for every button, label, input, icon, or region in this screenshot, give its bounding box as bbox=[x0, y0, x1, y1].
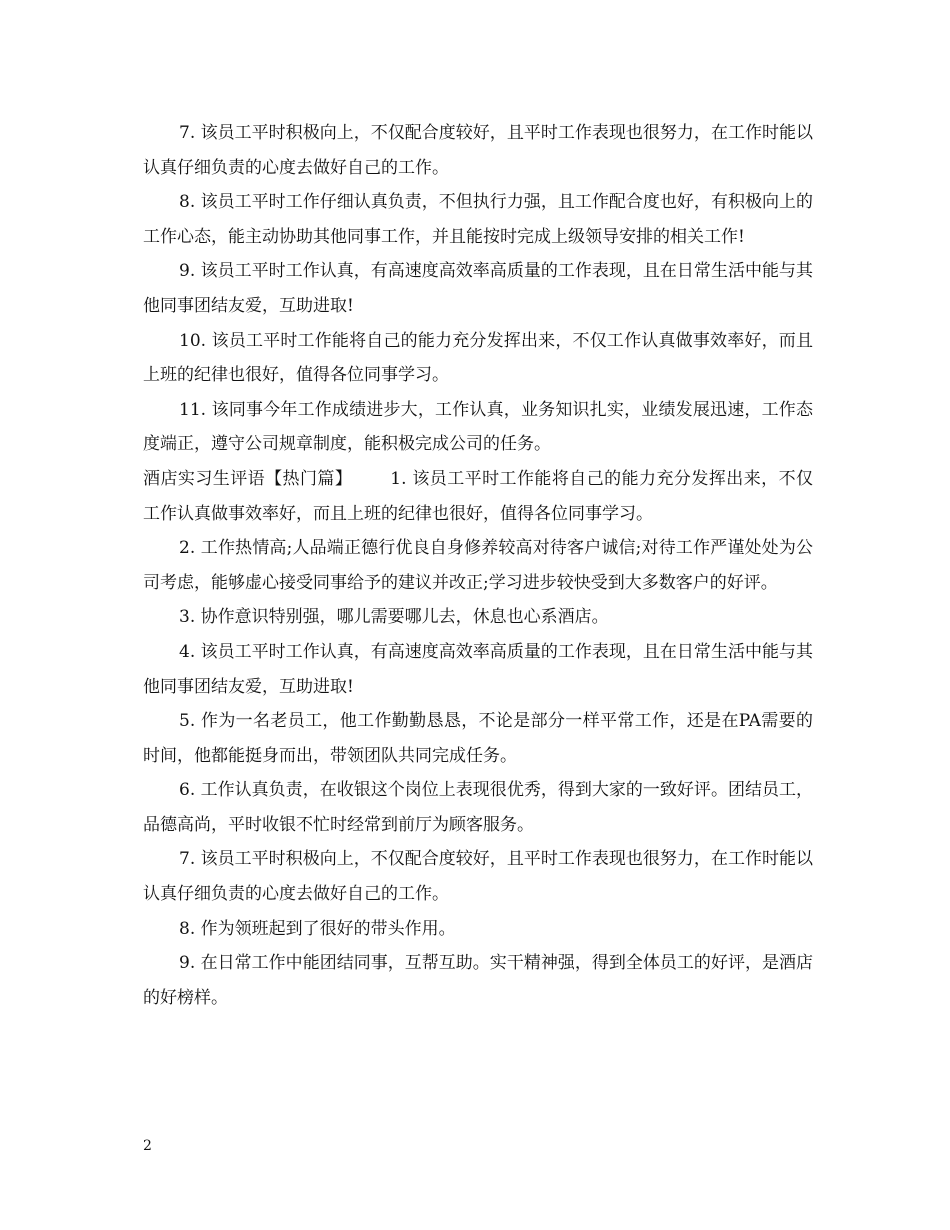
paragraph: 7. 该员工平时积极向上，不仅配合度较好，且平时工作表现也很努力，在工作时能以认真仔细负责的心度去做好自己的工作。 bbox=[143, 849, 813, 905]
document-body bbox=[143, 116, 813, 1015]
paragraph: 10. 该员工平时工作能将自己的能力充分发挥出来，不仅工作认真做事效率好，而且上班的纪律也很好，值得各位同事学习。 bbox=[143, 330, 813, 386]
paragraph: 8. 该员工平时工作仔细认真负责，不但执行力强，且工作配合度也好，有积极向上的工作心态，能主动协助其他同事工作，并且能按时完成上级领导安排的相关工作! bbox=[143, 192, 813, 247]
paragraph: 6. 工作认真负责，在收银这个岗位上表现很优秀，得到大家的一致好评。团结员工，品德高尚，平时收银不忙时经常到前厅为顾客服务。 bbox=[143, 780, 813, 835]
paragraph: 5. 作为一名老员工，他工作勤勤恳恳，不论是部分一样平常工作，还是在PA需要的时间，他都能挺身而出，带领团队共同完成任务。 bbox=[143, 711, 813, 766]
section-heading: 酒店实习生评语【热门篇】 bbox=[143, 468, 353, 489]
paragraph: 9. 在日常工作中能团结同事，互帮互助。实干精神强，得到全体员工的好评，是酒店的好榜样。 bbox=[143, 953, 813, 1008]
paragraph: 2. 工作热情高;人品端正德行优良自身修养较高对待客户诚信;对待工作严谨处处为公司考虑，能够虚心接受同事给予的建议并改正;学习进步较快受到大多数客户的好评。 bbox=[143, 538, 813, 593]
page-number: 2 bbox=[143, 1138, 152, 1154]
paragraph: 8. 作为领班起到了很好的带头作用。 bbox=[179, 918, 456, 939]
paragraph: 11. 该同事今年工作成绩进步大，工作认真，业务知识扎实，业绩发展迅速，工作态度端正，遵守公司规章制度，能积极完成公司的任务。 bbox=[143, 399, 813, 455]
section-first-item: 1. 该员工平时工作能将自己的能力充分发挥出来，不仅工作认真做事效率好，而且上班的纪律也很好，值得各位同事学习。 bbox=[143, 468, 814, 524]
paragraph: 7. 该员工平时积极向上，不仅配合度较好，且平时工作表现也很努力，在工作时能以认真仔细负责的心度去做好自己的工作。 bbox=[143, 123, 813, 178]
paragraph: 3. 协作意识特别强，哪儿需要哪儿去，休息也心系酒店。 bbox=[179, 607, 609, 628]
section-paragraph bbox=[143, 462, 813, 531]
paragraph: 4. 该员工平时工作认真，有高速度高效率高质量的工作表现，且在日常生活中能与其他同事团结友爱，互助进取! bbox=[143, 641, 813, 697]
paragraph: 9. 该员工平时工作认真，有高速度高效率高质量的工作表现，且在日常生活中能与其他同事团结友爱，互助进取! bbox=[143, 261, 813, 316]
